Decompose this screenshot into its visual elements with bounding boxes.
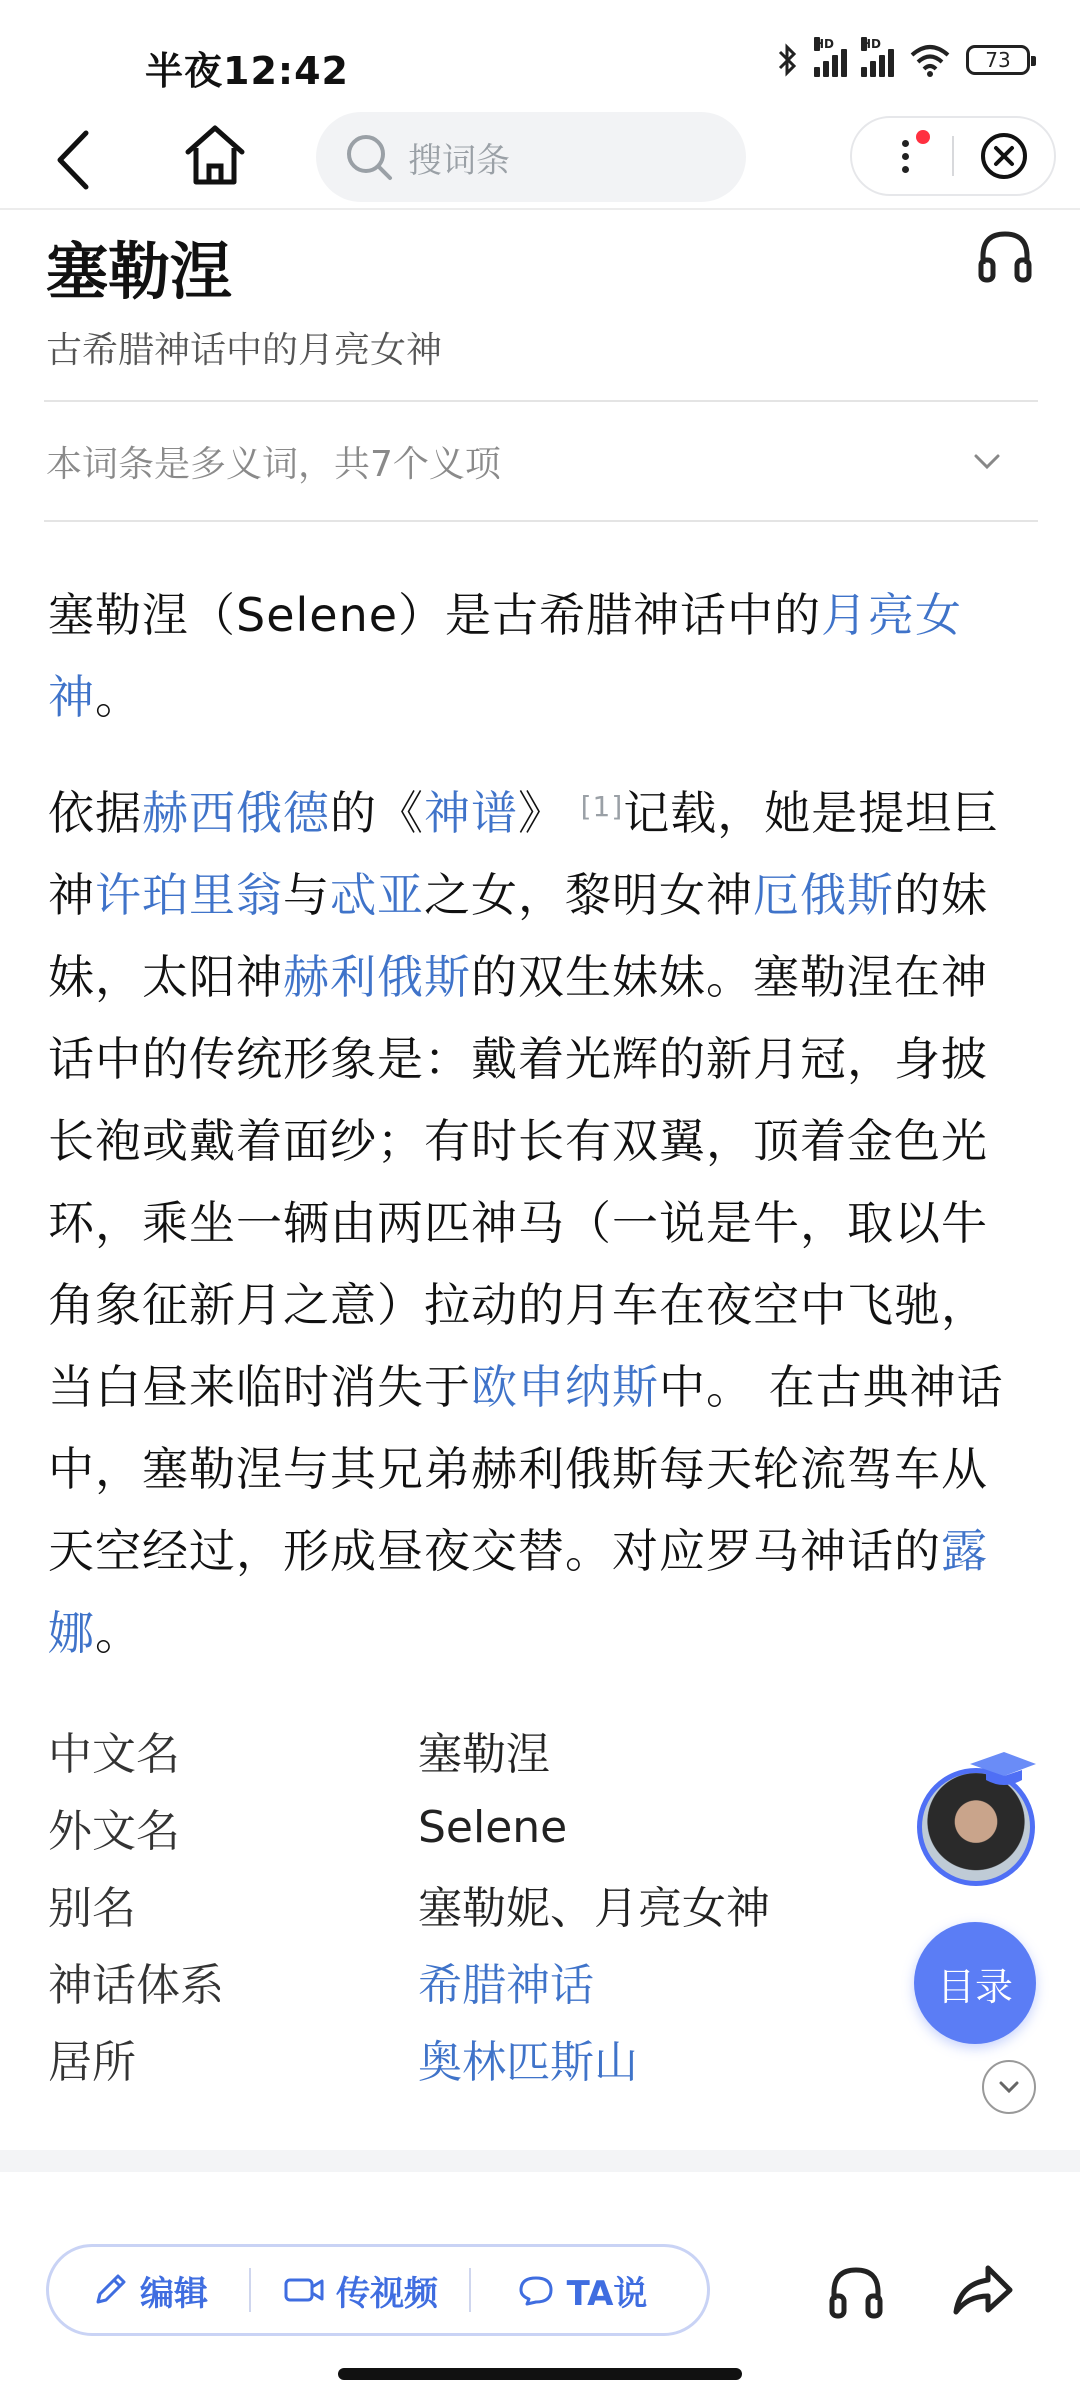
video-camera-icon	[282, 2270, 326, 2310]
infobox-link-olympus[interactable]: 奥林匹斯山	[418, 2037, 638, 2088]
home-indicator[interactable]	[338, 2368, 742, 2380]
chat-bubble-icon	[515, 2270, 557, 2310]
link-luna[interactable]: 露娜	[48, 1524, 988, 1660]
close-icon	[979, 131, 1029, 181]
link-helios[interactable]: 赫利俄斯	[283, 950, 471, 1004]
home-icon[interactable]	[180, 120, 250, 190]
battery-icon: 73	[966, 45, 1030, 75]
divider	[44, 520, 1038, 522]
infobox-row	[48, 1789, 567, 1865]
entry-subtitle: 古希腊神话中的月亮女神	[46, 330, 443, 371]
section-separator	[0, 2150, 1080, 2172]
intro-paragraph: 塞勒涅（Selene）是古希腊神话中的月亮女神。	[48, 588, 963, 724]
search-icon	[342, 130, 396, 184]
search-bar[interactable]	[316, 112, 746, 202]
pencil-icon	[90, 2270, 130, 2310]
wifi-icon	[908, 43, 952, 77]
expand-infobox-button[interactable]	[982, 2060, 1036, 2114]
infobox-row	[48, 2020, 638, 2096]
mini-program-capsule	[850, 116, 1056, 196]
edit-label: 编辑	[140, 2273, 208, 2314]
more-menu-button[interactable]	[852, 118, 952, 194]
link-moon-goddess[interactable]: 月亮女神	[48, 588, 963, 724]
infobox-row	[48, 1866, 770, 1942]
link-theia[interactable]: 忒亚	[330, 868, 424, 922]
chevron-down-icon	[996, 2074, 1022, 2100]
infobox-value: Selene	[418, 1801, 568, 1853]
infobox-key: 神话体系	[48, 1960, 224, 2011]
back-icon[interactable]	[48, 125, 108, 195]
ta-says-label: TA说	[566, 2273, 648, 2314]
infobox-key: 居所	[48, 2037, 136, 2088]
link-hesiod[interactable]: 赫西俄德	[142, 786, 330, 840]
infobox-row	[48, 1943, 594, 2019]
graduation-cap-icon	[966, 1748, 1038, 1790]
bluetooth-icon	[776, 42, 800, 78]
body-paragraph: 依据赫西俄德的《神谱》 [1]记载，她是提坦巨神许珀里翁与忒亚之女，黎明女神厄俄斯的妹妹，太阳神赫利俄斯的双生妹妹。塞勒涅在神话中的传统形象是：戴着光辉的新月冠，身披长袍或戴着面纱；有时长有双翼，顶着金色光环，乘坐一辆由两匹神马（一说是牛，取以牛角象征新月之意）拉动的月车在夜空中飞驰，当白昼来临时消失于欧申纳斯中。 在古典神话中，塞勒涅与其兄弟赫利俄斯每天轮流驾车从天空经过，形成昼夜交替。对应罗马神话的露娜。	[48, 786, 1004, 1660]
edit-button[interactable]	[49, 2266, 249, 2315]
divider	[44, 400, 1038, 402]
infobox-key: 中文名	[48, 1729, 180, 1780]
chevron-down-icon[interactable]	[972, 446, 1002, 476]
infobox-key: 外文名	[48, 1806, 180, 1857]
upload-video-button[interactable]	[251, 2266, 469, 2315]
link-theogony[interactable]: 神谱	[424, 786, 518, 840]
search-placeholder: 搜词条	[408, 140, 510, 181]
ta-says-button[interactable]	[471, 2266, 691, 2315]
polysemy-notice[interactable]: 本词条是多义词，共7个义项	[46, 444, 501, 485]
headphones-icon[interactable]	[975, 226, 1035, 286]
infobox-value: 塞勒涅	[418, 1729, 550, 1780]
share-icon[interactable]	[950, 2258, 1016, 2324]
infobox-value: 塞勒妮、月亮女神	[418, 1883, 770, 1934]
header-divider	[0, 208, 1080, 210]
upload-video-label: 传视频	[336, 2273, 438, 2314]
signal-icon: HD	[814, 43, 847, 77]
close-button[interactable]	[954, 118, 1054, 194]
infobox-key: 别名	[48, 1883, 136, 1934]
infobox-link-greek-mythology[interactable]: 希腊神话	[418, 1960, 594, 2011]
entry-title: 塞勒涅	[46, 235, 233, 308]
headphones-icon[interactable]	[826, 2262, 886, 2322]
link-eos[interactable]: 厄俄斯	[753, 868, 894, 922]
table-of-contents-button[interactable]: 目录	[914, 1922, 1036, 2044]
link-oceanus[interactable]: 欧申纳斯	[471, 1360, 659, 1414]
bottom-action-bar	[46, 2244, 710, 2336]
notification-dot	[916, 130, 930, 144]
infobox-row	[48, 1712, 550, 1788]
signal-icon: HD	[861, 43, 894, 77]
reference-marker[interactable]: [1]	[580, 790, 624, 823]
status-time: 半夜12:42	[145, 49, 349, 93]
link-hyperion[interactable]: 许珀里翁	[95, 868, 283, 922]
status-icons	[776, 37, 1030, 78]
